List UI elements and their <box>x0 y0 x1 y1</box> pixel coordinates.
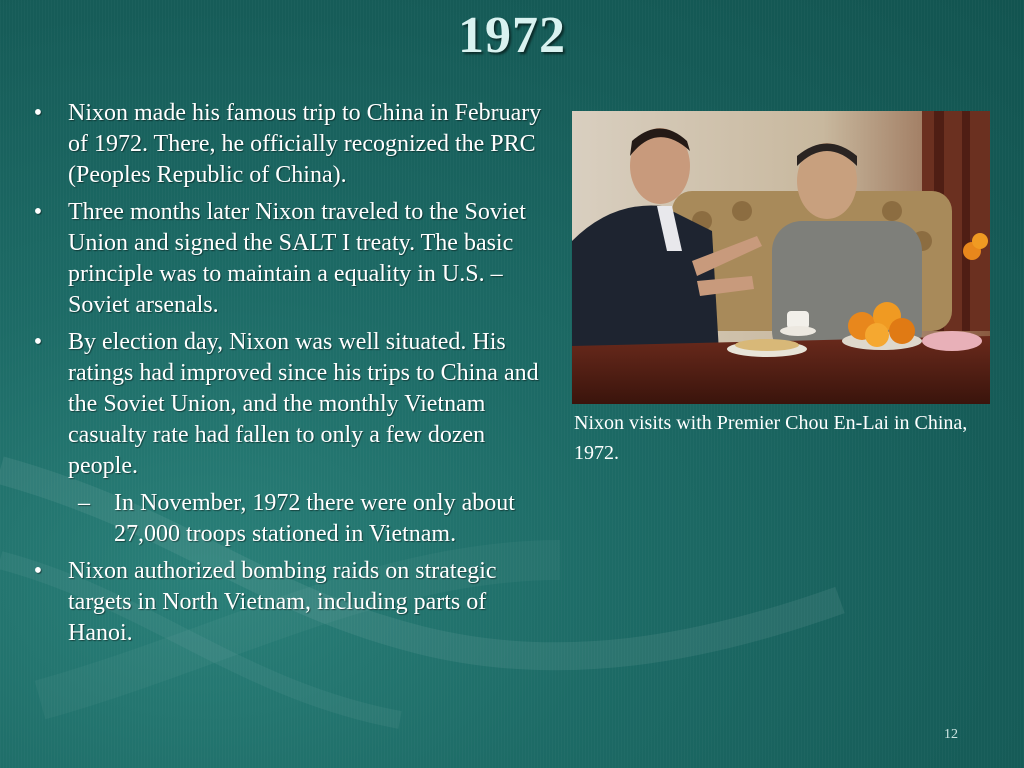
nixon-chou-photo <box>572 111 990 404</box>
sub-bullet-list <box>68 488 548 550</box>
photo-illustration <box>572 111 990 404</box>
sub-bullet-marker: – <box>78 490 90 516</box>
bullet-marker: • <box>33 199 43 225</box>
sub-bullet-item <box>68 488 548 550</box>
bullet-text: By election day, Nixon was well situated. His ratings had improved since his trips to China and the Soviet Union, and the monthly Vietnam casualty rate had fallen to only a few dozen people. <box>68 329 539 479</box>
page-number: 12 <box>944 727 958 742</box>
bullet-item <box>28 197 548 321</box>
photo-caption: Nixon visits with Premier Chou En-Lai in China, 1972. <box>574 412 968 464</box>
bullet-item <box>28 327 548 550</box>
bullet-marker: • <box>33 100 43 126</box>
bullet-item <box>28 98 548 191</box>
bullet-text: Three months later Nixon traveled to the Soviet Union and signed the SALT I treaty. The basic principle was to maintain a equality in U.S. – Soviet arsenals. <box>68 199 526 318</box>
bullet-text: Nixon made his famous trip to China in February of 1972. There, he officially recognized the PRC (Peoples Republic of China). <box>68 100 542 188</box>
bullet-text: Nixon authorized bombing raids on strategic targets in North Vietnam, including parts of Hanoi. <box>68 558 497 646</box>
bullet-list <box>28 98 548 655</box>
sub-bullet-text: In November, 1972 there were only about 27,000 troops stationed in Vietnam. <box>114 490 515 547</box>
bullet-marker: • <box>33 329 43 355</box>
bullet-item <box>28 556 548 649</box>
slide-title: 1972 <box>458 7 566 64</box>
bullet-marker: • <box>33 558 43 584</box>
